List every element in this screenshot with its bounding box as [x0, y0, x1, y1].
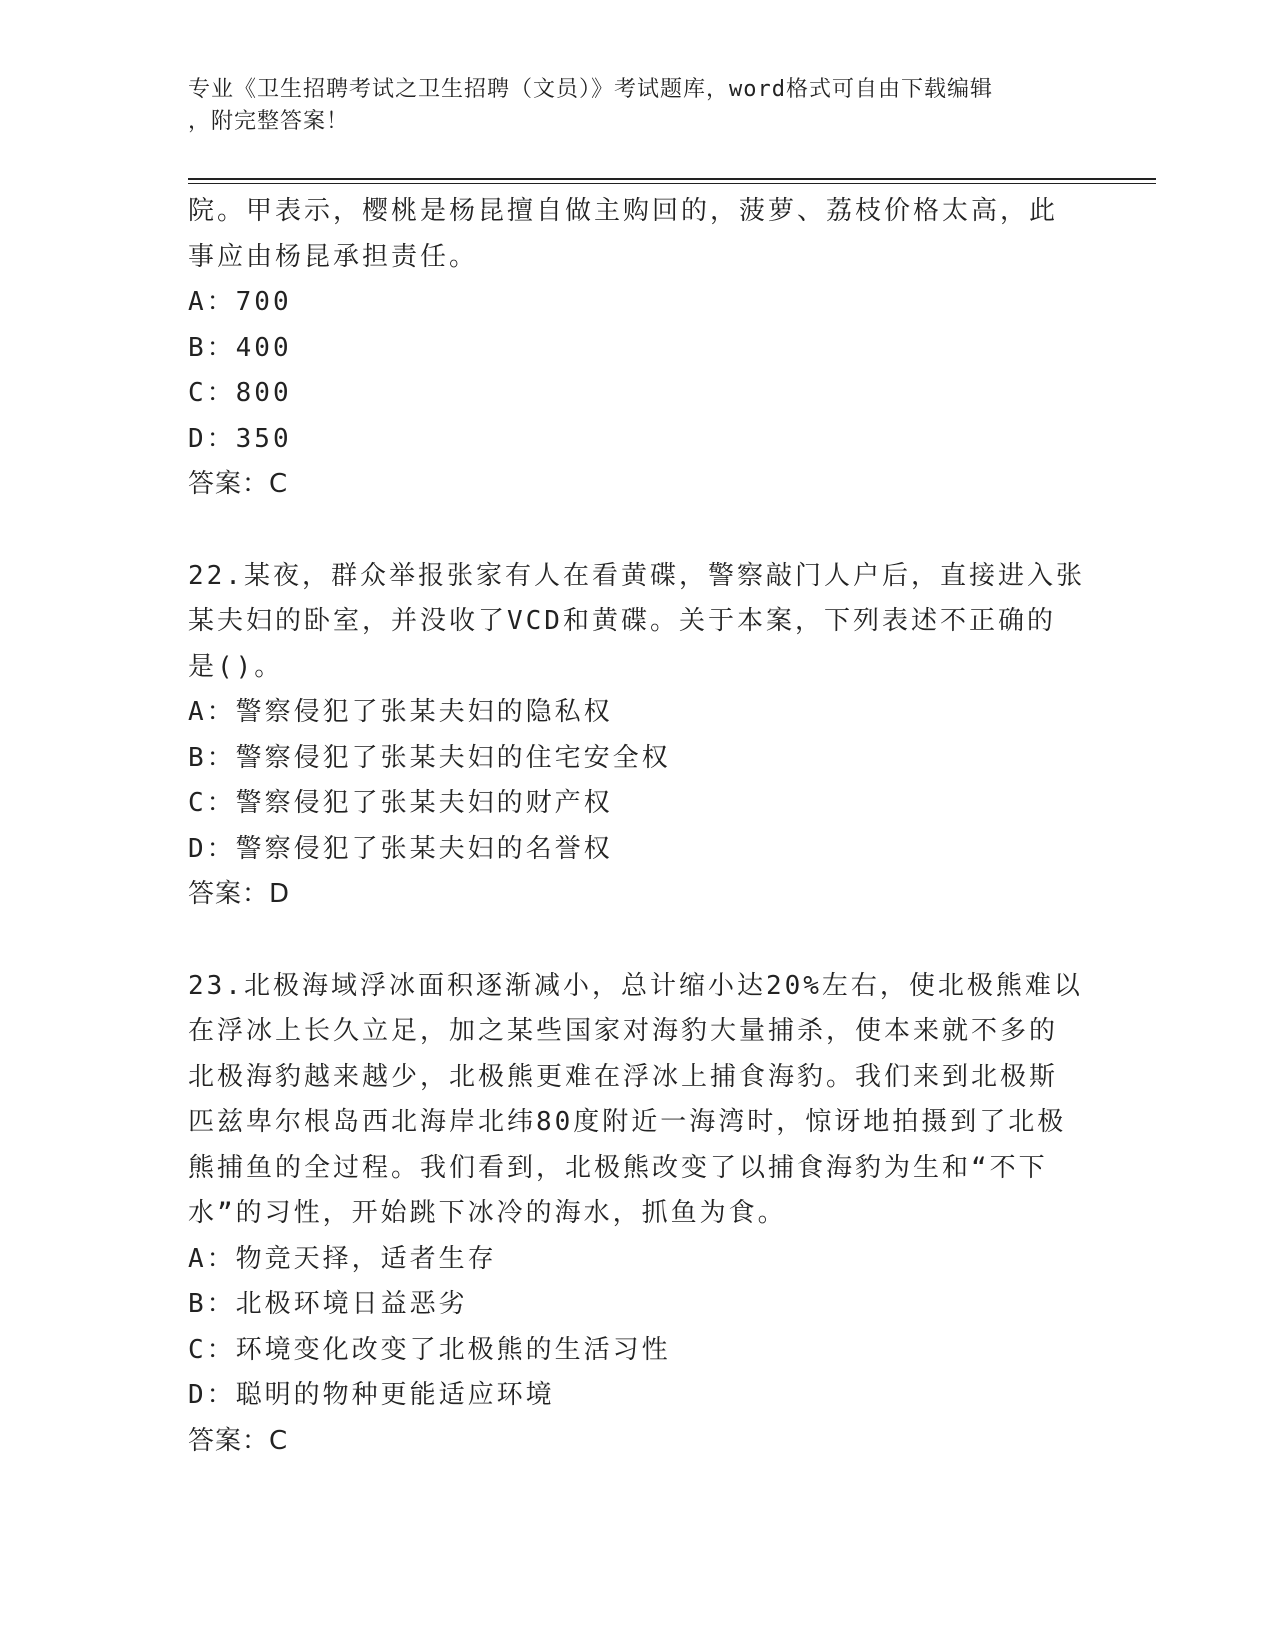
option-c: C：警察侵犯了张某夫妇的财产权: [188, 788, 613, 818]
option-b: B：400: [188, 332, 292, 363]
option-b: B：警察侵犯了张某夫妇的住宅安全权: [188, 742, 671, 773]
option-b: B：北极环境日益恶劣: [188, 1289, 468, 1319]
question-text-line: 22.某夜，群众举报张家有人在看黄碟，警察敲门人户后，直接进入张: [188, 560, 1085, 591]
answer-line: 答案：C: [188, 1425, 289, 1456]
header-line-2: ，附完整答案！: [188, 109, 350, 134]
question-text-line: 北极海豹越来越少，北极熊更难在浮冰上捕食海豹。我们来到北极斯: [188, 1061, 1059, 1092]
question-text-line: 院。甲表示，樱桃是杨昆擅自做主购回的，菠萝、荔枝价格太高，此: [188, 196, 1059, 226]
document-header: [188, 74, 1068, 138]
answer-line: 答案：C: [188, 469, 289, 499]
header-divider-thick: [188, 178, 1156, 180]
option-d: D：聪明的物种更能适应环境: [188, 1380, 555, 1410]
option-a: A：物竞天择，适者生存: [188, 1243, 497, 1274]
document-body: [188, 189, 1088, 1464]
question-text-line: 熊捕鱼的全过程。我们看到，北极熊改变了以捕食海豹为生和“不下: [188, 1152, 1048, 1183]
question-text-line: 在浮冰上长久立足，加之某些国家对海豹大量捕杀，使本来就不多的: [188, 1016, 1059, 1046]
option-d: D：警察侵犯了张某夫妇的名誉权: [188, 833, 613, 864]
option-d: D：350: [188, 423, 292, 454]
question-spacer: [188, 508, 1088, 554]
header-line-1: 专业《卫生招聘考试之卫生招聘（文员）》考试题库，word格式可自由下载编辑: [188, 77, 993, 102]
question-text-line: 水”的习性，开始跳下冰冷的海水，抓鱼为食。: [188, 1198, 787, 1228]
option-a: A：700: [188, 287, 292, 317]
question-text-line: 23.北极海域浮冰面积逐渐减小，总计缩小达20%左右，使北极熊难以: [188, 970, 1083, 1001]
option-c: C：环境变化改变了北极熊的生活习性: [188, 1334, 671, 1365]
option-a: A：警察侵犯了张某夫妇的隐私权: [188, 697, 613, 727]
option-c: C：800: [188, 378, 292, 408]
question-22: [188, 554, 1088, 918]
answer-line: 答案：D: [188, 879, 291, 909]
question-spacer: [188, 918, 1088, 964]
question-21: [188, 189, 1088, 508]
question-text-line: 是()。: [188, 651, 284, 682]
question-text-line: 事应由杨昆承担责任。: [188, 241, 479, 272]
question-text-line: 匹兹卑尔根岛西北海岸北纬80度附近一海湾时，惊讶地拍摄到了北极: [188, 1107, 1067, 1137]
header-divider-thin: [188, 183, 1156, 184]
question-23: [188, 964, 1088, 1465]
question-text-line: 某夫妇的卧室，并没收了VCD和黄碟。关于本案，下列表述不正确的: [188, 606, 1056, 636]
